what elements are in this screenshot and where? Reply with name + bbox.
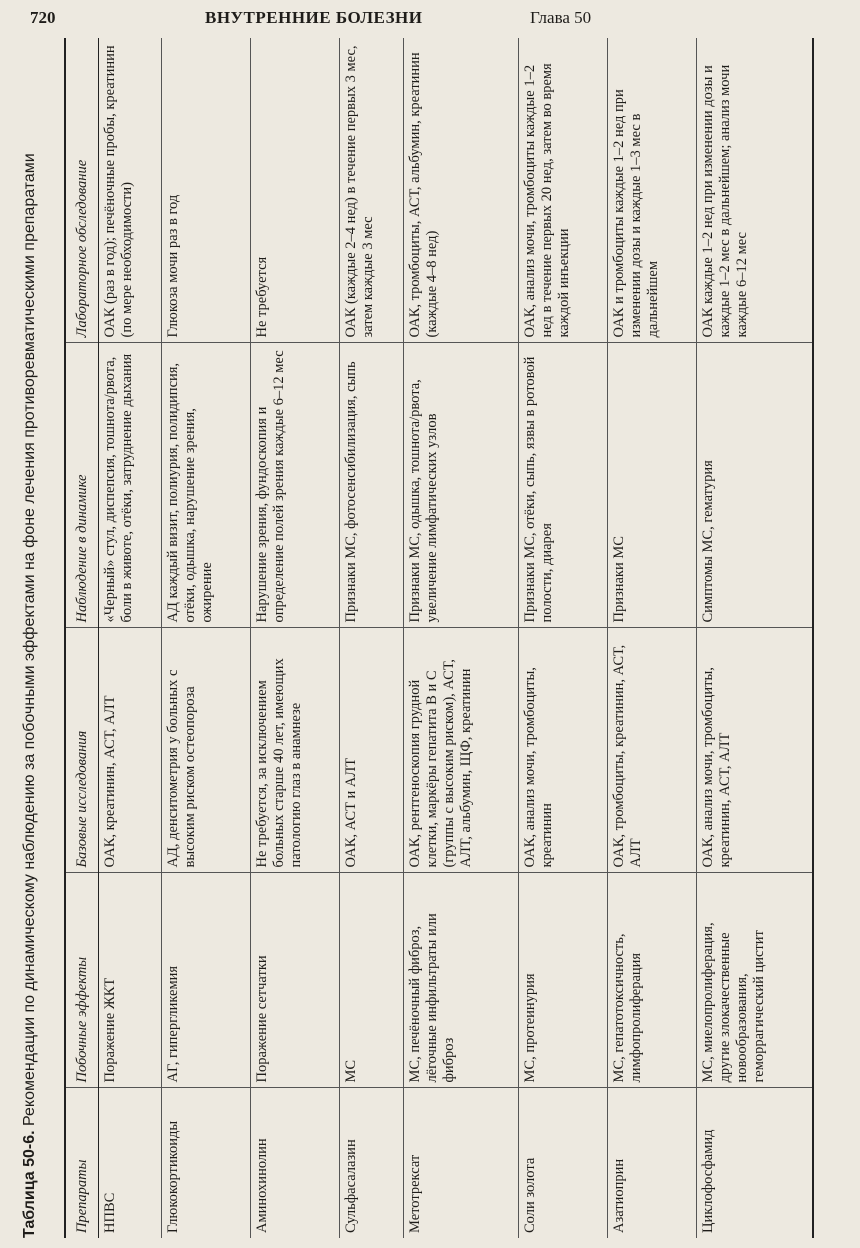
table-row	[608, 38, 697, 1238]
baseline-cell: ОАК, рентгеноскопия грудной клетки, маркёры гепатита В и С (группы с высоким риском), АСТ, АЛТ, альбумин, ЩФ, креатинин	[403, 628, 518, 873]
table-row	[518, 38, 607, 1238]
effects-cell: МС, протеинурия	[518, 873, 607, 1088]
table-row	[697, 38, 813, 1238]
table-caption	[20, 38, 60, 1238]
drug-cell: Соли золота	[518, 1088, 607, 1238]
chapter-label: Глава 50	[530, 8, 592, 27]
baseline-cell: ОАК, АСТ и АЛТ	[340, 628, 403, 873]
column-header: Лабораторное обследование	[65, 38, 99, 343]
table-caption-label: Таблица 50-6.	[21, 1130, 38, 1238]
lab-cell: ОАК каждые 1–2 нед при изменении дозы и каждые 1–2 мес в дальнейшем; анализ мочи каждые 6–12 мес	[697, 38, 813, 343]
drug-cell: Глюкокортикоиды	[162, 1088, 251, 1238]
effects-cell: Поражение сетчатки	[251, 873, 340, 1088]
effects-cell: МС	[340, 873, 403, 1088]
column-header: Базовые исследования	[65, 628, 99, 873]
baseline-cell: ОАК, креатинин, АСТ, АЛТ	[99, 628, 162, 873]
table-header-row	[65, 38, 99, 1238]
column-header: Побочные эффекты	[65, 873, 99, 1088]
drug-cell: Циклофосфамид	[697, 1088, 813, 1238]
effects-cell: АГ, гипергликемия	[162, 873, 251, 1088]
monitoring-cell: Симптомы МС, гематурия	[697, 343, 813, 628]
monitoring-table	[64, 38, 814, 1238]
lab-cell: ОАК (каждые 2–4 нед) в течение первых 3 мес, затем каждые 3 мес	[340, 38, 403, 343]
monitoring-cell: Признаки МС, фотосенсибилизация, сыпь	[340, 343, 403, 628]
baseline-cell: Не требуется, за исключением больных старше 40 лет, имеющих патологию глаз в анамнезе	[251, 628, 340, 873]
drug-cell: Аминохинолин	[251, 1088, 340, 1238]
drug-cell: Метотрексат	[403, 1088, 518, 1238]
effects-cell: МС, печёночный фиброз, лёгочные инфильтраты или фиброз	[403, 873, 518, 1088]
lab-cell: Не требуется	[251, 38, 340, 343]
baseline-cell: ОАК, тромбоциты, креатинин, АСТ, АЛТ	[608, 628, 697, 873]
baseline-cell: АД, денситометрия у больных с высоким риском остеопороза	[162, 628, 251, 873]
effects-cell: МС, миелопролиферация, другие злокачественные новообразования, геморрагический цистит	[697, 873, 813, 1088]
table-row	[162, 38, 251, 1238]
page-number: 720	[30, 8, 56, 27]
lab-cell: ОАК (раз в год); печёночные пробы, креатинин (по мере необходимости)	[99, 38, 162, 343]
rotated-table-block	[20, 38, 820, 1238]
monitoring-cell: Признаки МС, отёки, сыпь, язвы в ротовой полости, диарея	[518, 343, 607, 628]
lab-cell: ОАК и тромбоциты каждые 1–2 нед при изменении дозы и каждые 1–3 мес в дальнейшем	[608, 38, 697, 343]
table-caption-text: Рекомендации по динамическому наблюдению за побочными эффектами на фоне лечения противоревматическими препаратами	[21, 153, 38, 1126]
effects-cell: МС, гепатотоксичность, лимфопролиферация	[608, 873, 697, 1088]
monitoring-cell: АД каждый визит, полиурия, полидипсия, отёки, одышка, нарушение зрения, ожирение	[162, 343, 251, 628]
lab-cell: ОАК, анализ мочи, тромбоциты каждые 1–2 нед в течение первых 20 нед, затем во время каждой инъекции	[518, 38, 607, 343]
table-row	[99, 38, 162, 1238]
lab-cell: ОАК, тромбоциты, АСТ, альбумин, креатинин (каждые 4–8 нед)	[403, 38, 518, 343]
baseline-cell: ОАК, анализ мочи, тромбоциты, креатинин	[518, 628, 607, 873]
page-header	[30, 8, 830, 34]
monitoring-cell: Признаки МС, одышка, тошнота/рвота, увеличение лимфатических узлов	[403, 343, 518, 628]
table-row	[340, 38, 403, 1238]
drug-cell: НПВС	[99, 1088, 162, 1238]
drug-cell: Азатиоприн	[608, 1088, 697, 1238]
monitoring-cell: Признаки МС	[608, 343, 697, 628]
column-header: Наблюдение в динамике	[65, 343, 99, 628]
drug-cell: Сульфасалазин	[340, 1088, 403, 1238]
table-row	[403, 38, 518, 1238]
lab-cell: Глюкоза мочи раз в год	[162, 38, 251, 343]
book-title: ВНУТРЕННИЕ БОЛЕЗНИ	[205, 8, 423, 27]
monitoring-cell: «Черный» стул, диспепсия, тошнота/рвота, боли в животе, отёки, затруднение дыхания	[99, 343, 162, 628]
effects-cell: Поражение ЖКТ	[99, 873, 162, 1088]
monitoring-cell: Нарушение зрения, фундоскопия и определение полей зрения каждые 6–12 мес	[251, 343, 340, 628]
baseline-cell: ОАК, анализ мочи, тромбоциты, креатинин, АСТ, АЛТ	[697, 628, 813, 873]
column-header: Препараты	[65, 1088, 99, 1238]
table-row	[251, 38, 340, 1238]
